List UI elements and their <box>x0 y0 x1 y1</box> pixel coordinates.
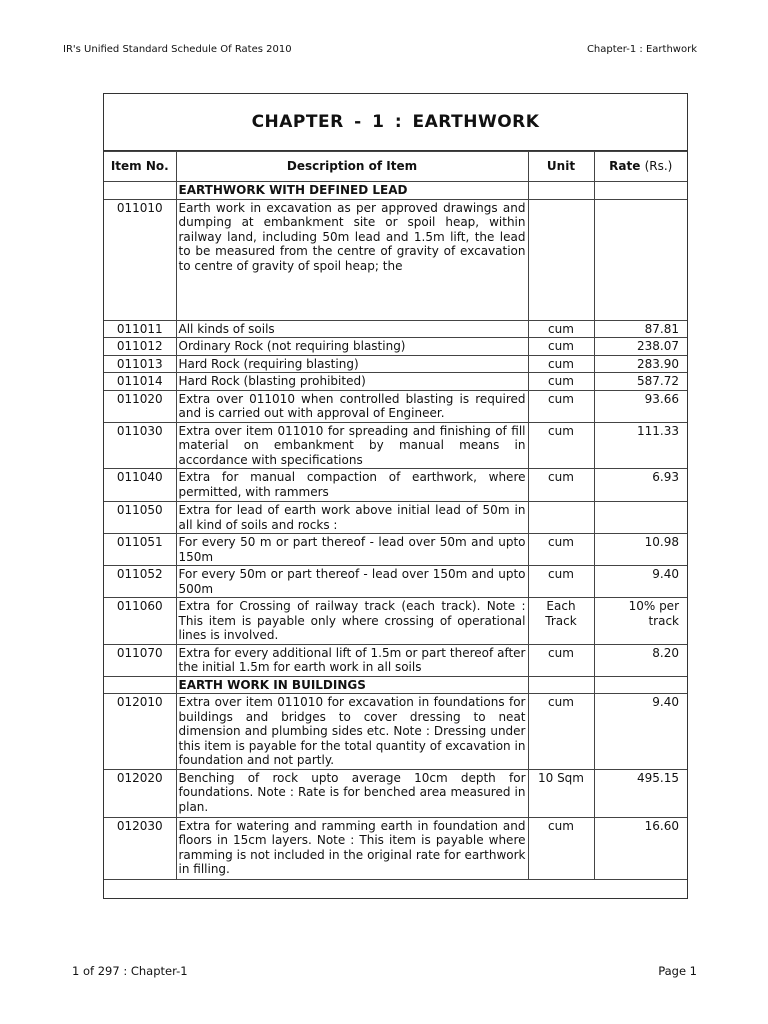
unit-cell: cum <box>528 373 594 391</box>
item-number-cell: 012010 <box>104 694 176 770</box>
table-body <box>104 182 687 880</box>
empty-cell <box>528 182 594 200</box>
column-header-unit: Unit <box>528 152 594 182</box>
item-number-cell: 011040 <box>104 469 176 502</box>
item-number-cell: 011030 <box>104 422 176 469</box>
empty-cell <box>104 182 176 200</box>
description-cell: Extra for lead of earth work above initial lead of 50m in all kind of soils and rocks : <box>176 502 528 534</box>
item-number-cell: 011052 <box>104 566 176 598</box>
item-number-cell: 011011 <box>104 320 176 338</box>
table-header-row <box>104 152 687 182</box>
description-cell: Hard Rock (blasting prohibited) <box>176 373 528 391</box>
empty-cell <box>104 676 176 694</box>
rate-currency: (Rs.) <box>644 159 673 174</box>
description-cell: For every 50m or part thereof - lead over 150m and upto 500m <box>176 566 528 598</box>
item-number-cell: 012020 <box>104 769 176 817</box>
table-row <box>104 598 687 645</box>
rate-cell: 87.81 <box>594 320 687 338</box>
item-number-cell: 011013 <box>104 355 176 373</box>
description-cell: Benching of rock upto average 10cm depth for foundations. Note : Rate is for benched area measured in plan. <box>176 769 528 817</box>
table-row <box>104 355 687 373</box>
table-row <box>104 644 687 676</box>
running-header-title: IR's Unified Standard Schedule Of Rates 2010 <box>63 44 292 55</box>
unit-cell: cum <box>528 534 594 566</box>
description-cell: Extra for every additional lift of 1.5m or part thereof after the initial 1.5m for earth work in all soils <box>176 644 528 676</box>
item-number-cell: 011012 <box>104 338 176 356</box>
item-number-cell: 011051 <box>104 534 176 566</box>
column-header-item-no: Item No. <box>104 152 176 182</box>
unit-cell: 10 Sqm <box>528 769 594 817</box>
item-number-cell: 011050 <box>104 502 176 534</box>
unit-cell: cum <box>528 355 594 373</box>
rate-cell: 10% per track <box>594 598 687 645</box>
rate-cell: 8.20 <box>594 644 687 676</box>
unit-cell: cum <box>528 644 594 676</box>
description-cell: For every 50 m or part thereof - lead over 50m and upto 150m <box>176 534 528 566</box>
rate-label: Rate <box>609 159 641 174</box>
section-heading: EARTHWORK WITH DEFINED LEAD <box>176 182 528 200</box>
rate-cell <box>594 199 687 320</box>
section-heading-row <box>104 676 687 694</box>
unit-cell: cum <box>528 422 594 469</box>
description-cell: Extra over item 011010 for spreading and finishing of fill material on embankment by manual means in accordance with specifications <box>176 422 528 469</box>
description-cell: Extra over 011010 when controlled blasting is required and is carried out with approval of Engineer. <box>176 390 528 422</box>
schedule-table <box>104 151 687 880</box>
running-header-chapter: Chapter-1 : Earthwork <box>586 44 697 55</box>
rate-cell: 238.07 <box>594 338 687 356</box>
description-cell: Extra for watering and ramming earth in foundation and floors in 15cm layers. Note : This item is payable where ramming is not included in the original rate for earthwork in filling. <box>176 817 528 879</box>
item-number-cell: 011060 <box>104 598 176 645</box>
unit-cell: cum <box>528 320 594 338</box>
table-row <box>104 373 687 391</box>
table-row <box>104 338 687 356</box>
footer-page-number: Page 1 <box>658 964 697 978</box>
item-number-cell: 011014 <box>104 373 176 391</box>
unit-cell: Each Track <box>528 598 594 645</box>
unit-cell: cum <box>528 566 594 598</box>
rate-cell: 111.33 <box>594 422 687 469</box>
chapter-title: CHAPTER - 1 : EARTHWORK <box>104 94 687 151</box>
description-cell: Hard Rock (requiring blasting) <box>176 355 528 373</box>
unit-cell: cum <box>528 817 594 879</box>
section-heading-row <box>104 182 687 200</box>
description-cell: Extra for Crossing of railway track (each track). Note : This item is payable only where crossing of operational lines is involved. <box>176 598 528 645</box>
rate-cell <box>594 502 687 534</box>
rate-cell: 495.15 <box>594 769 687 817</box>
table-row <box>104 199 687 320</box>
table-row <box>104 694 687 770</box>
table-row <box>104 469 687 502</box>
rate-cell: 6.93 <box>594 469 687 502</box>
unit-cell: cum <box>528 390 594 422</box>
item-number-cell: 011070 <box>104 644 176 676</box>
unit-cell <box>528 199 594 320</box>
rate-cell: 283.90 <box>594 355 687 373</box>
unit-cell <box>528 502 594 534</box>
column-header-description: Description of Item <box>176 152 528 182</box>
table-row <box>104 390 687 422</box>
item-number-cell: 011020 <box>104 390 176 422</box>
rate-cell: 9.40 <box>594 566 687 598</box>
empty-cell <box>528 676 594 694</box>
item-number-cell: 012030 <box>104 817 176 879</box>
rate-cell: 10.98 <box>594 534 687 566</box>
footer-page-count: 1 of 297 : Chapter-1 <box>72 964 188 978</box>
table-row <box>104 817 687 879</box>
description-cell: Extra for manual compaction of earthwork, where permitted, with rammers <box>176 469 528 502</box>
section-heading: EARTH WORK IN BUILDINGS <box>176 676 528 694</box>
empty-cell <box>594 182 687 200</box>
table-row <box>104 769 687 817</box>
description-cell: All kinds of soils <box>176 320 528 338</box>
unit-cell: cum <box>528 338 594 356</box>
table-row <box>104 534 687 566</box>
rate-cell: 93.66 <box>594 390 687 422</box>
table-row <box>104 502 687 534</box>
unit-cell: cum <box>528 694 594 770</box>
description-cell: Earth work in excavation as per approved drawings and dumping at embankment site or spoil heap, within railway land, including 50m lead and 1.5m lift, the lead to be measured from the centre of gravity of excavation to centre of gravity of spoil heap; the <box>176 199 528 320</box>
table-row <box>104 320 687 338</box>
description-cell: Ordinary Rock (not requiring blasting) <box>176 338 528 356</box>
rate-cell: 587.72 <box>594 373 687 391</box>
rates-schedule-frame <box>103 93 688 899</box>
column-header-rate <box>594 152 687 182</box>
table-row <box>104 566 687 598</box>
rate-cell: 9.40 <box>594 694 687 770</box>
table-row <box>104 422 687 469</box>
empty-cell <box>594 676 687 694</box>
unit-cell: cum <box>528 469 594 502</box>
rate-cell: 16.60 <box>594 817 687 879</box>
item-number-cell: 011010 <box>104 199 176 320</box>
description-cell: Extra over item 011010 for excavation in foundations for buildings and bridges to cover dressing to neat dimension and plumbing sides etc. Note : Dressing under this item is payable for the total quantity of excavation in foundation and not partly. <box>176 694 528 770</box>
